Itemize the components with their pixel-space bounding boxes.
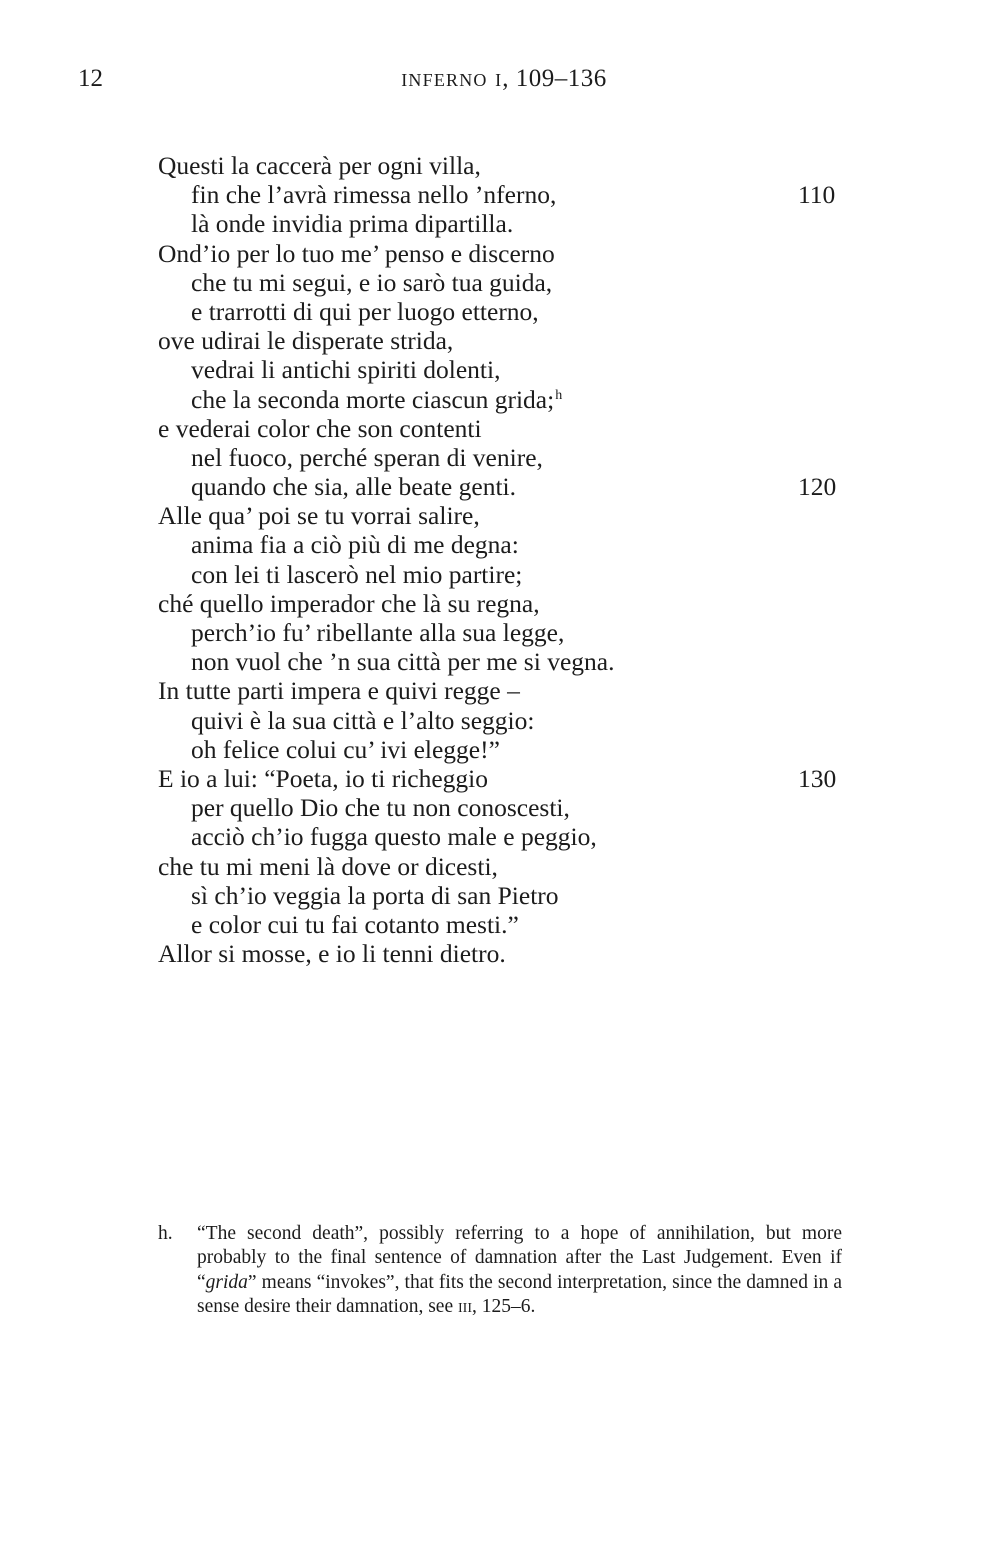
verse-text: anima fia a ciò più di me degna:: [191, 530, 519, 560]
verse-text: non vuol che ’n sua città per me si vegna.: [191, 647, 615, 677]
verse-text: ché quello imperador che là su regna,: [158, 588, 540, 618]
footnote-reference: h: [555, 387, 563, 403]
verse-line: [158, 385, 858, 414]
verse-text: che tu mi meni là dove or dicesti,: [158, 851, 498, 881]
verse-text: ove udirai le disperate strida,: [158, 326, 454, 356]
verse-text: In tutte parti impera e quivi regge –: [158, 676, 520, 706]
line-number: 120: [798, 472, 837, 502]
verse-text: acciò ch’io fugga questo male e peggio,: [191, 822, 597, 852]
footnote-canto-ref: iii: [458, 1295, 472, 1317]
verse-line: [158, 735, 858, 764]
verse-line: [158, 881, 858, 910]
footnote-text-after: , 125–6.: [472, 1295, 536, 1317]
line-number: 110: [798, 180, 836, 210]
verse-line: [158, 852, 858, 881]
verse-text: con lei ti lascerò nel mio partire;: [191, 559, 523, 589]
verse-line: [158, 151, 858, 180]
footnote-body: [197, 1222, 842, 1319]
verse-text: Allor si mosse, e io li tenni dietro.: [158, 939, 506, 969]
verse-text: Questi la caccerà per ogni villa,: [158, 151, 481, 180]
running-head: [0, 62, 1008, 96]
verse-text: per quello Dio che tu non conoscesti,: [191, 793, 570, 823]
verse-text: Ond’io per lo tuo me’ penso e discerno: [158, 238, 555, 268]
verse-line: [158, 297, 858, 326]
verse-line: [158, 209, 858, 238]
footnote-italic-word: grida: [205, 1271, 248, 1293]
verse-line: [158, 414, 858, 443]
verse-line: [158, 647, 858, 676]
verse-line: [158, 764, 858, 793]
verse-line: [158, 239, 858, 268]
verse-text: vedrai li antichi spiriti dolenti,: [191, 355, 501, 385]
verse-line: [158, 618, 858, 647]
verse-line: [158, 589, 858, 618]
verse-text: che tu mi segui, e io sarò tua guida,: [191, 267, 553, 297]
page-number: 12: [78, 65, 103, 92]
verse-text: fin che l’avrà rimessa nello ’nferno,: [191, 180, 557, 210]
verse-line: [158, 793, 858, 822]
verse-line: [158, 472, 858, 501]
verse-line: [158, 706, 858, 735]
verse-line: [158, 501, 858, 530]
verse-text: E io a lui: “Poeta, io ti richeggio: [158, 763, 489, 793]
verse-block: [158, 151, 858, 968]
verse-text: quivi è la sua città e l’alto seggio:: [191, 705, 535, 735]
verse-line: [158, 560, 858, 589]
verse-line: [158, 939, 858, 968]
verse-line: [158, 676, 858, 705]
line-number: 130: [798, 763, 837, 793]
verse-line: [158, 530, 858, 559]
verse-text: sì ch’io veggia la porta di san Pietro: [191, 880, 559, 910]
verse-text: quando che sia, alle beate genti.: [191, 472, 516, 502]
verse-text: oh felice colui cu’ ivi elegge!”: [191, 734, 500, 764]
verse-text: là onde invidia prima dipartilla.: [191, 209, 514, 239]
verse-line: [158, 268, 858, 297]
verse-line: [158, 822, 858, 851]
verse-text: che la seconda morte ciascun grida;: [191, 384, 555, 414]
footnote-marker: h.: [158, 1223, 173, 1244]
verse-text: Alle qua’ poi se tu vorrai salire,: [158, 501, 480, 531]
verse-line: [158, 326, 858, 355]
verse-line: [158, 910, 858, 939]
verse-line: [158, 443, 858, 472]
verse-text: e trarrotti di qui per luogo etterno,: [191, 296, 539, 326]
verse-text: perch’io fu’ ribellante alla sua legge,: [191, 618, 565, 647]
running-head-canto: inferno i: [401, 65, 503, 92]
footnote-text-middle: ” means “invokes”, that fits the second interpretation, since the damned in a sense desire their damnation, see: [197, 1271, 842, 1317]
footnote: [158, 1222, 842, 1319]
verse-line: [158, 180, 858, 209]
footnote-text-before: “The second death”, possibly referring to a hope of annihilation, but more probably to the final sentence of damnation after the Last Judgement. Even if “: [197, 1223, 842, 1293]
verse-line: [158, 355, 858, 384]
running-head-lines: , 109–136: [502, 65, 607, 92]
verse-text: nel fuoco, perché speran di venire,: [191, 442, 543, 472]
verse-text: e vederai color che son contenti: [158, 413, 482, 443]
verse-text: e color cui tu fai cotanto mesti.”: [191, 909, 519, 939]
